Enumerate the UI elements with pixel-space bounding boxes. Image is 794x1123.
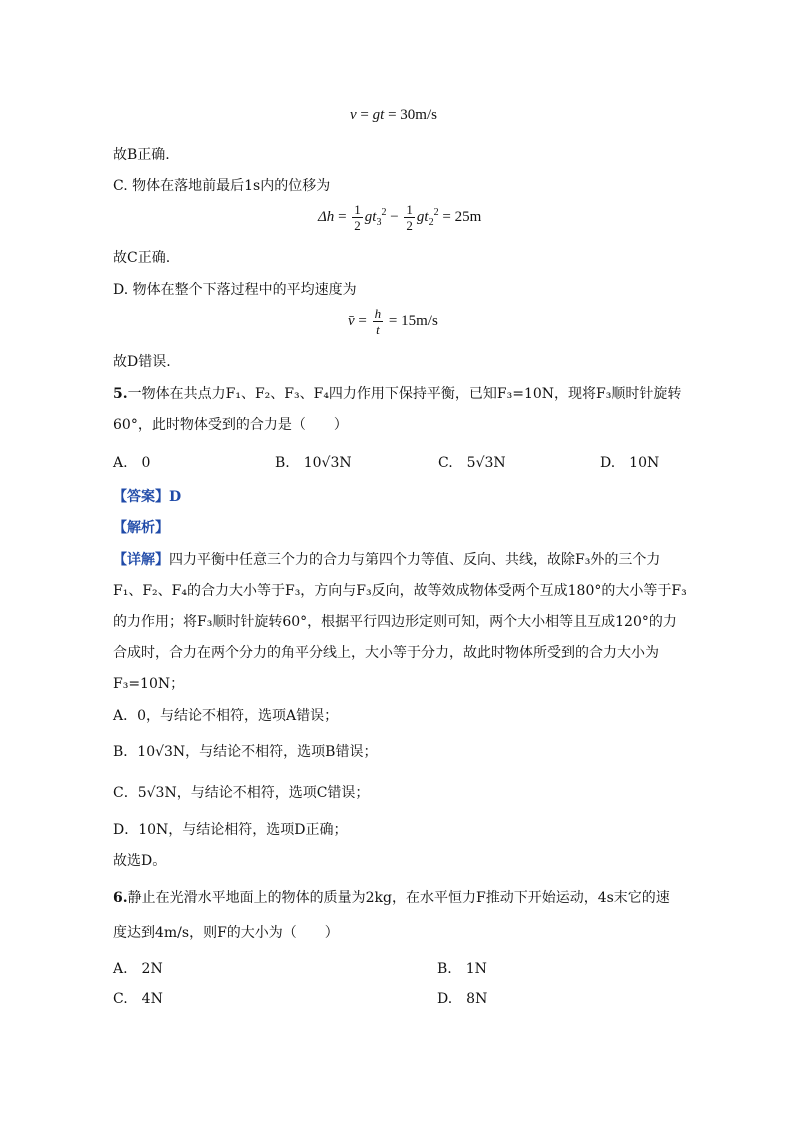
detail-line-2: F₁、F₂、F₄的合力大小等于F₃，方向与F₃反向，故等效成物体受两个互成180°的大小等于F₃ (113, 583, 687, 599)
detail-line-5: F₃=10N； (113, 676, 185, 692)
eq2-lhs: Δh (318, 208, 335, 225)
answer-value: D (169, 489, 182, 505)
q5-option-d: D. 10N (600, 455, 660, 471)
text-c-correct: 故C正确. (113, 250, 171, 266)
equation-average-velocity: v̄ = $\frac{h}{t}$ = 15m/s (348, 306, 438, 337)
text-d-wrong: 故D错误. (113, 354, 171, 370)
eq3-lhs: v̄ (348, 312, 355, 329)
option-analysis-b: B．10√3N，与结论不相符，选项B错误； (113, 744, 378, 760)
eq1-value: 30m/s (400, 107, 437, 123)
analysis-line (113, 518, 169, 538)
q6-option-c: C. 4N (113, 991, 163, 1007)
q5-option-a: A. 0 (113, 455, 151, 471)
question-6-text1: 静止在光滑水平地面上的物体的质量为2kg，在水平恒力F推动下开始运动，4s末它的速 (127, 890, 670, 906)
fraction-half: $\frac{1}{2}$ (406, 202, 413, 233)
eq1-lhs: v (350, 107, 357, 123)
equation-velocity: v = gt = 30m/s (350, 107, 437, 123)
analysis-label: 【解析】 (113, 520, 169, 536)
text-d-intro: D. 物体在整个下落过程中的平均速度为 (113, 282, 357, 298)
eq1-rhs: gt (372, 107, 385, 123)
question-5-text1: 一物体在共点力F₁、F₂、F₃、F₄四力作用下保持平衡，已知F₃=10N，现将F₃顺时针旋转 (127, 386, 682, 402)
option-analysis-c: C．5√3N，与结论不相符，选项C错误； (113, 785, 370, 801)
question-5-line1 (113, 384, 681, 404)
eq2-value: 25m (454, 208, 482, 225)
detail-line-1 (113, 550, 660, 570)
option-analysis-a: A．0，与结论不相符，选项A错误； (113, 708, 339, 724)
question-6-line2: 度达到4m/s，则F的大小为（ ） (113, 925, 339, 941)
q6-option-b: B. 1N (437, 961, 487, 977)
answer-line (113, 487, 181, 507)
fraction-h-over-t (373, 306, 384, 337)
fraction-half: $\frac{1}{2}$ (354, 202, 361, 233)
eq3-value: 15m/s (401, 312, 438, 329)
detail-line-4: 合成时，合力在两个分力的角平分线上，大小等于分力，故此时物体所受到的合力大小为 (113, 645, 659, 661)
question-5-line2: 60°，此时物体受到的合力是（ ） (113, 417, 348, 433)
detail-line-3: 的力作用；将F₃顺时针旋转60°，根据平行四边形定则可知，两个大小相等且互成120°的力 (113, 614, 677, 630)
text-b-correct: 故B正确. (113, 147, 170, 163)
eq3-den: t (376, 322, 380, 337)
answer-label: 【答案】 (113, 489, 169, 505)
q5-option-c: C. 5√3N (438, 455, 506, 471)
detail-text-1: 四力平衡中任意三个力的合力与第四个力等值、反向、共线，故除F₃外的三个力 (169, 552, 661, 568)
detail-label: 【详解】 (113, 552, 169, 568)
eq3-num: h (374, 306, 382, 321)
q6-option-a: A. 2N (113, 961, 163, 977)
equation-displacement: Δh = $\frac{1}{2}$ $gt_3^2$ − $\frac{1}{2}$ $gt_2^2 = 25m$ (318, 202, 482, 233)
question-6-line1 (113, 888, 670, 908)
q6-option-d: D. 8N (437, 991, 488, 1007)
option-analysis-d: D．10N，与结论相符，选项D正确； (113, 822, 348, 838)
text-c-intro: C. 物体在落地前最后1s内的位移为 (113, 178, 331, 194)
conclusion: 故选D。 (113, 853, 167, 869)
q5-option-b: B. 10√3N (275, 455, 352, 471)
question-5-number: 5. (113, 386, 128, 402)
question-6-number: 6. (113, 890, 128, 906)
